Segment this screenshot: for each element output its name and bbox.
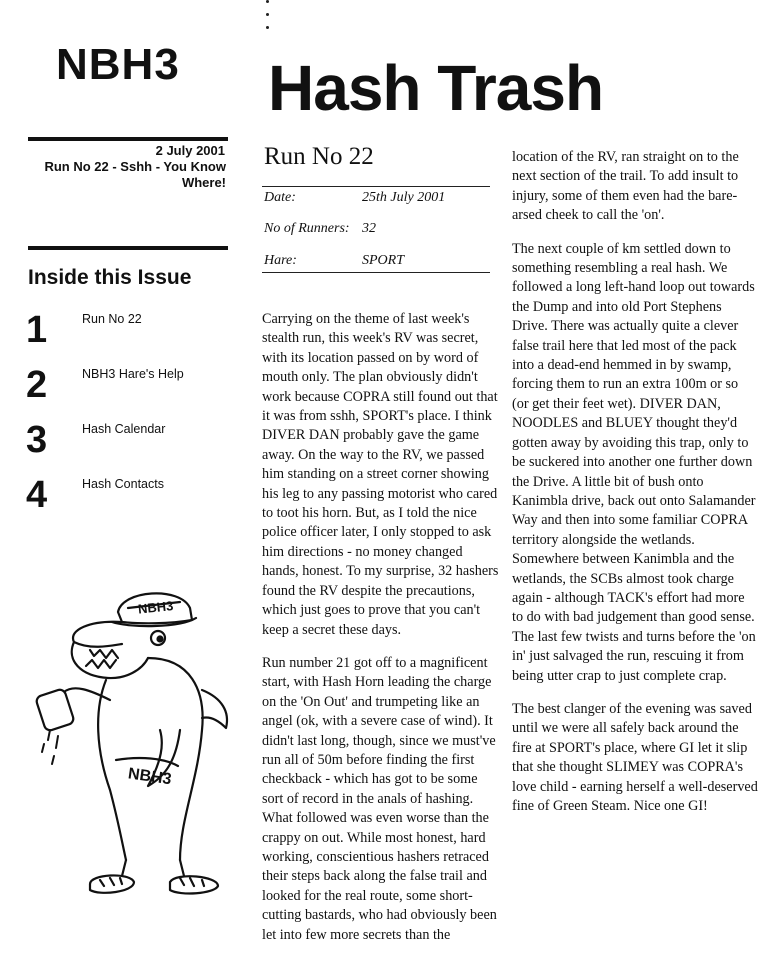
toc-item-3[interactable] xyxy=(26,420,236,470)
toc-label: Hash Contacts xyxy=(82,477,164,491)
mascot-shirt-text: NBH3 xyxy=(127,765,173,789)
meta-value: 25th July 2001 xyxy=(362,190,446,205)
toc-number: 1 xyxy=(26,309,48,351)
toc-item-4[interactable] xyxy=(26,475,236,525)
meta-key: No of Runners: xyxy=(264,221,350,236)
nbh3-logo: NBH3 xyxy=(56,40,180,89)
article-column-1 xyxy=(262,310,502,959)
issue-run-title: Run No 22 - Sshh - You Know Where! xyxy=(44,159,226,190)
inside-this-issue-heading: Inside this Issue xyxy=(28,266,192,289)
mascot-cap-text: NBH3 xyxy=(137,598,175,617)
article-paragraph: Carrying on the theme of last week's stealth run, this week's RV was secret, with its location passed on by word of mouth only. The plan obviously didn't work because COPRA still found out that it was from sshh, SPORT's place. I think DIVER DAN probably gave the game away. On the way to the RV, we passed him standing on a street corner showing his leg to any passing motorist who cared to toot his horn. But, as I told the nice police officer later, I only stopped to ask him directions - no money changed hands, honest. To my surprise, 32 hashers found the RV despite the precautions, which just goes to prove that you can't keep a secret these days. xyxy=(262,311,499,638)
dolphin-mascot-icon xyxy=(30,580,250,910)
toc-label: Hash Calendar xyxy=(82,422,166,436)
meta-rule-bottom xyxy=(262,272,490,273)
article-heading: Run No 22 xyxy=(264,143,374,170)
masthead-dots xyxy=(266,0,270,39)
meta-key: Date: xyxy=(264,190,296,205)
article-paragraph: Run number 21 got off to a magnificent start, with Hash Horn leading the charge on the 'On Out' and trumpeting like an angel (ok, with a severe case of wind). It didn't last long, though, since we must've run all of 50m before finding the first checkback - which has got to be some sort of record in the anals of hashing. What followed was even worse than the crappy on out. While most honest, hard working, conscientious hashers retraced their steps back along the false trail and looked for the real route, some short-cutting bastards, who had obviously been let into few more secrets than the xyxy=(262,654,497,943)
toc-number: 4 xyxy=(26,474,48,516)
sidebar-rule-top xyxy=(28,137,228,141)
issue-date: 2 July 2001 xyxy=(155,143,225,158)
meta-value: 32 xyxy=(362,221,376,236)
toc-item-1[interactable] xyxy=(26,310,236,360)
article-paragraph: The next couple of km settled down to something resembling a real hash. We followed a long left-hand loop out towards the Dump and into old Port Stephens Drive. There was actually quite a clever false trail here that led most of the pack into a dead-end hemmed in by swamp, forcing them to run an extra 100m or so (or get their feet wet). DIVER DAN, NOODLES and BLUEY thought they'd gotten away by avoiding this trap, only to be suckered into another one further down the Drive. A little bit of bush onto Kanimbla drive, back out onto Salamander Way and then into some familiar COPRA territory alongside the wetlands. Somewhere between Kanimbla and the wetlands, the SCBs almost took charge again - although TACK's effort had more to do with bad judgement than good sense. The last few twists and turns before the 'on in' just salvaged the run, rescuing it from being utter crap to just complete crap. xyxy=(512,240,756,684)
article-paragraph: location of the RV, ran straight on to the next section of the trail. To add insult to injury, some of them even had the bare-arsed cheek to call the 'on'. xyxy=(512,149,739,224)
toc-item-2[interactable] xyxy=(26,365,236,415)
meta-value: SPORT xyxy=(362,253,404,268)
toc-number: 2 xyxy=(26,364,48,406)
toc-label: Run No 22 xyxy=(82,312,142,326)
sidebar-rule-bottom xyxy=(28,246,228,250)
masthead-title: Hash Trash xyxy=(268,52,604,124)
toc-number: 3 xyxy=(26,419,48,461)
article-paragraph: The best clanger of the evening was saved until we were all safely back around the fire at SPORT's place, where GI let it slip that she thought SLIMEY was COPRA's love child - earning herself a well-deserved fine of Green Steam. Nice one GI! xyxy=(512,700,758,814)
meta-key: Hare: xyxy=(264,253,297,268)
meta-rule-top xyxy=(262,186,490,187)
article-column-2 xyxy=(512,148,758,830)
toc-label: NBH3 Hare's Help xyxy=(82,367,184,381)
